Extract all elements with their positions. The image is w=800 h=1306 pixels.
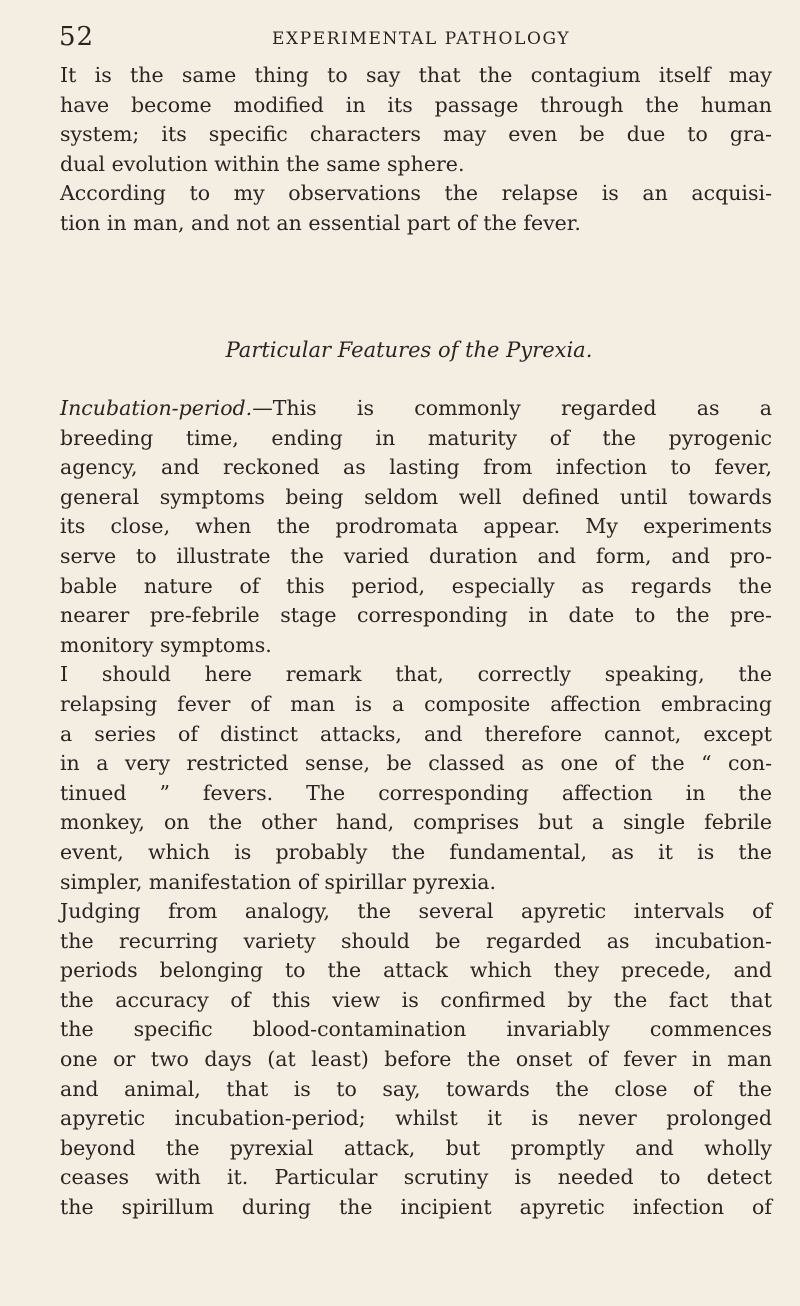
running-head — [0, 22, 800, 56]
text-line: apyretic incubation-period; whilst it is never prolonged — [60, 1106, 772, 1131]
page-number: 52 — [59, 22, 95, 52]
text-line: According to my observations the relapse is an acquisi- — [60, 181, 772, 206]
text-line: the accuracy of this view is confirmed by the fact that — [60, 987, 772, 1012]
text-line: ceases with it. Particular scrutiny is needed to detect — [60, 1165, 772, 1190]
text-line: its close, when the prodromata appear. My experiments — [60, 514, 772, 539]
text-line: beyond the pyrexial attack, but promptly and wholly — [60, 1135, 772, 1160]
text-line: I should here remark that, correctly speaking, the — [60, 662, 772, 687]
text-line: event, which is probably the fundamental, as it is the — [60, 839, 772, 864]
text-line: simpler, manifestation of spirillar pyrexia. — [60, 869, 497, 894]
text-line: a series of distinct attacks, and therefore cannot, except — [60, 721, 772, 746]
text-line: in a very restricted sense, be classed as one of the “ con- — [60, 751, 772, 776]
text-line: general symptoms being seldom well defined until towards — [60, 484, 772, 509]
text-line: serve to illustrate the varied duration and form, and pro- — [60, 543, 772, 568]
text-line: dual evolution within the same sphere. — [60, 151, 465, 176]
text-line: relapsing fever of man is a composite affection embracing — [60, 691, 772, 716]
text-line: agency, and reckoned as lasting from infection to fever, — [60, 455, 772, 480]
text-line: Judging from analogy, the several apyretic intervals of — [60, 899, 772, 924]
text-line: system; its specific characters may even be due to gra- — [60, 122, 772, 147]
paragraph-incubation — [60, 394, 772, 1223]
text-line-rest: —This is commonly regarded as a — [252, 396, 772, 420]
text-line: the specific blood-contamination invariably commences — [60, 1017, 772, 1042]
run-in-heading: Incubation-period. — [60, 396, 253, 420]
text-line: bable nature of this period, especially as regards the — [60, 573, 772, 598]
text-line: tinued ” fevers. The corresponding affection in the — [60, 780, 772, 805]
text-line: monkey, on the other hand, comprises but a single febrile — [60, 810, 772, 835]
text-line: have become modified in its passage through the human — [60, 92, 772, 117]
text-line: It is the same thing to say that the contagium itself may — [60, 63, 772, 87]
text-line: periods belonging to the attack which they precede, and — [60, 958, 772, 983]
text-line: nearer pre-febrile stage corresponding in date to the pre- — [60, 603, 772, 628]
text-line: monitory symptoms. — [60, 632, 272, 657]
text-line-first — [60, 394, 772, 424]
text-line: breeding time, ending in maturity of the pyrogenic — [60, 425, 772, 450]
running-head-title: EXPERIMENTAL PATHOLOGY — [272, 29, 571, 49]
text-line: the spirillum during the incipient apyretic infection of — [60, 1195, 772, 1220]
paragraph-contagium — [60, 61, 772, 239]
text-line: one or two days (at least) before the onset of fever in man — [60, 1047, 772, 1072]
text-line: and animal, that is to say, towards the close of the — [60, 1076, 772, 1101]
text-line: tion in man, and not an essential part of the fever. — [60, 210, 581, 235]
text-line: the recurring variety should be regarded as incubation- — [60, 928, 772, 953]
section-heading: Particular Features of the Pyrexia. — [225, 338, 593, 362]
